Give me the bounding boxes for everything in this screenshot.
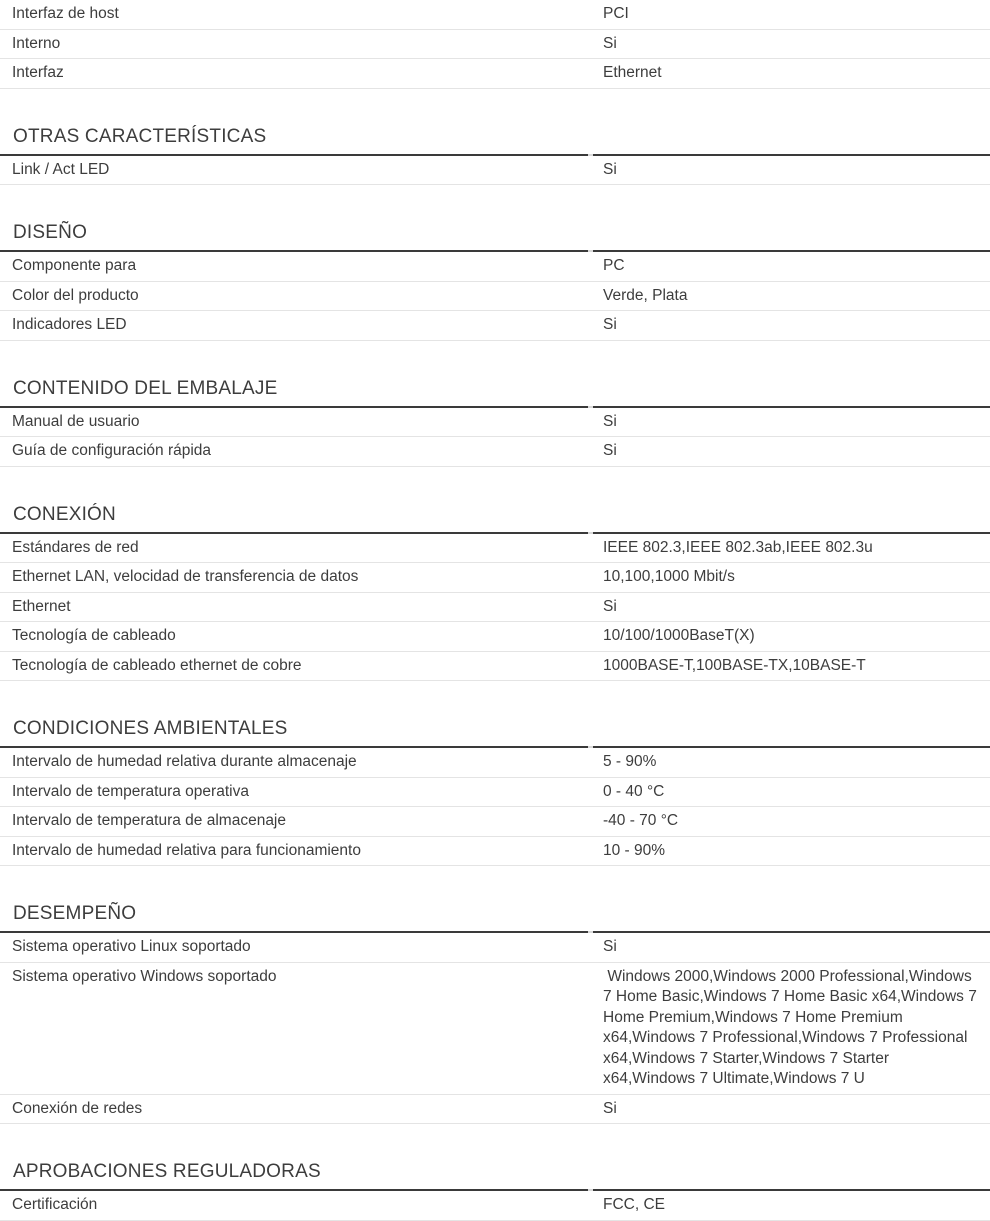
spec-label: Sistema operativo Windows soportado xyxy=(12,967,277,985)
spec-row xyxy=(0,933,990,963)
spec-value: IEEE 802.3,IEEE 802.3ab,IEEE 802.3u xyxy=(603,538,873,556)
section-rows xyxy=(0,156,990,186)
section-title: OTRAS CARACTERÍSTICAS xyxy=(13,125,267,147)
spec-row xyxy=(0,593,990,623)
spec-section xyxy=(0,378,990,467)
spec-value: 5 - 90% xyxy=(603,753,657,770)
section-title: DISEÑO xyxy=(13,222,88,243)
spec-value: Si xyxy=(603,412,617,430)
spec-row xyxy=(0,282,990,312)
spec-value: Ethernet xyxy=(603,64,662,81)
spec-row xyxy=(0,252,990,282)
section-title: DESEMPEÑO xyxy=(13,903,137,924)
spec-value: Windows 2000,Windows 2000 Professional,Windows 7 Home Basic,Windows 7 Home Basic x64,Windows 7 Home Premium,Windows 7 Home Premium x64,Windows 7 Professional,Windows 7 Professional x64,Windows 7 Starter,Windows 7 Starter x64,Windows 7 Ultimate,Windows 7 U xyxy=(603,967,982,1087)
spec-row xyxy=(0,408,990,438)
spec-label: Conexión de redes xyxy=(12,1099,143,1117)
section-rows xyxy=(0,252,990,341)
spec-row xyxy=(0,0,990,30)
spec-row xyxy=(0,30,990,60)
spec-row xyxy=(0,311,990,341)
spec-label: Intervalo de temperatura operativa xyxy=(12,782,249,800)
spec-row xyxy=(0,437,990,467)
spec-label: Interno xyxy=(12,34,61,52)
spec-label: Intervalo de temperatura de almacenaje xyxy=(12,812,286,829)
spec-label: Interfaz xyxy=(12,64,64,81)
spec-value: PC xyxy=(603,257,625,274)
spec-value: 0 - 40 °C xyxy=(603,782,665,800)
spec-section xyxy=(0,903,990,1124)
spec-row xyxy=(0,1191,990,1221)
section-title: CONEXIÓN xyxy=(13,503,116,525)
spec-row xyxy=(0,1095,990,1125)
spec-label: Color del producto xyxy=(12,286,139,304)
spec-row xyxy=(0,622,990,652)
spec-value: 10,100,1000 Mbit/s xyxy=(603,568,735,585)
spec-value: Si xyxy=(603,938,617,955)
spec-label: Intervalo de humedad relativa para funcionamiento xyxy=(12,841,361,859)
spec-row xyxy=(0,748,990,778)
spec-section xyxy=(0,504,990,682)
spec-value: FCC, CE xyxy=(603,1196,665,1213)
spec-label: Tecnología de cableado xyxy=(12,627,176,644)
spec-label: Sistema operativo Linux soportado xyxy=(12,938,251,955)
spec-label: Manual de usuario xyxy=(12,412,140,430)
section-rows xyxy=(0,0,990,89)
spec-label: Ethernet xyxy=(12,597,71,615)
spec-row xyxy=(0,59,990,89)
spec-label: Link / Act LED xyxy=(12,160,110,178)
spec-value: 10/100/1000BaseT(X) xyxy=(603,627,755,644)
section-rows xyxy=(0,408,990,467)
spec-value: 10 - 90% xyxy=(603,841,666,859)
spec-label: Tecnología de cableado ethernet de cobre xyxy=(12,656,302,674)
spec-value: PCI xyxy=(603,5,629,22)
spec-row xyxy=(0,778,990,808)
section-rows xyxy=(0,1191,990,1221)
spec-label: Estándares de red xyxy=(12,538,139,556)
spec-label: Indicadores LED xyxy=(12,316,127,333)
section-title: CONDICIONES AMBIENTALES xyxy=(13,718,288,739)
section-title: APROBACIONES REGULADORAS xyxy=(13,1161,321,1182)
spec-label: Componente para xyxy=(12,257,137,274)
spec-value: -40 - 70 °C xyxy=(603,812,679,829)
spec-value: Si xyxy=(603,160,617,178)
spec-value: Si xyxy=(603,34,617,52)
spec-label: Intervalo de humedad relativa durante almacenaje xyxy=(12,753,357,770)
section-rows xyxy=(0,933,990,1124)
spec-row xyxy=(0,837,990,867)
spec-value: Si xyxy=(603,1099,617,1117)
spec-row xyxy=(0,156,990,186)
spec-row xyxy=(0,807,990,837)
spec-value: Si xyxy=(603,597,617,615)
spec-label: Interfaz de host xyxy=(12,5,119,22)
spec-value: Verde, Plata xyxy=(603,286,688,304)
spec-row xyxy=(0,963,990,1095)
section-title: CONTENIDO DEL EMBALAJE xyxy=(13,377,278,399)
spec-row xyxy=(0,534,990,564)
spec-section xyxy=(0,1161,990,1221)
section-rows xyxy=(0,748,990,866)
spec-section xyxy=(0,126,990,186)
spec-row xyxy=(0,563,990,593)
spec-label: Ethernet LAN, velocidad de transferencia de datos xyxy=(12,568,359,585)
spec-section xyxy=(0,0,990,89)
spec-section xyxy=(0,222,990,341)
spec-label: Guía de configuración rápida xyxy=(12,442,212,459)
spec-row xyxy=(0,652,990,682)
section-rows xyxy=(0,534,990,682)
spec-label: Certificación xyxy=(12,1196,98,1213)
spec-section xyxy=(0,718,990,866)
spec-value: 1000BASE-T,100BASE-TX,10BASE-T xyxy=(603,656,866,674)
spec-value: Si xyxy=(603,316,617,333)
spec-value: Si xyxy=(603,442,617,459)
